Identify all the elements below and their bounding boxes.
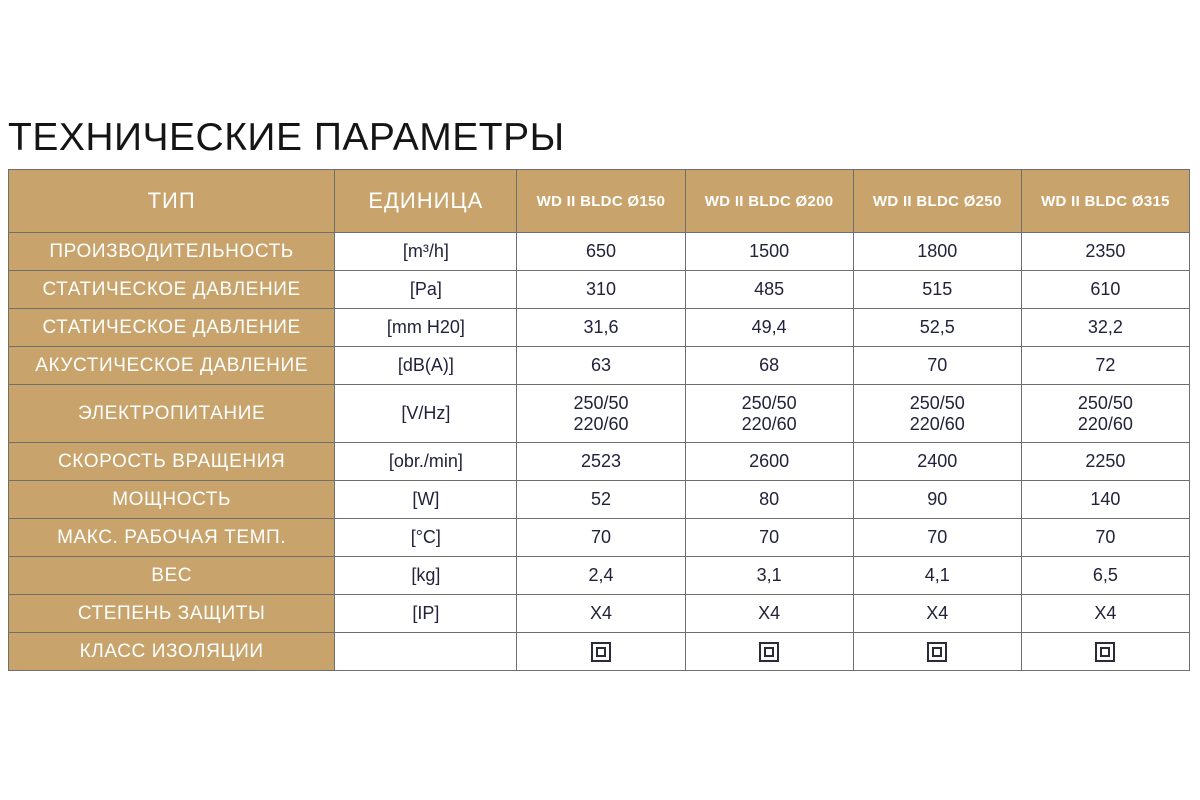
table-row <box>9 633 1190 671</box>
row-label: ЭЛЕКТРОПИТАНИЕ <box>9 385 335 443</box>
row-value: 2,4 <box>517 557 685 595</box>
table-row <box>9 271 1190 309</box>
table-row <box>9 385 1190 443</box>
row-value: 1800 <box>853 233 1021 271</box>
row-unit: [obr./min] <box>335 443 517 481</box>
row-value: 2600 <box>685 443 853 481</box>
row-label: СТАТИЧЕСКОЕ ДАВЛЕНИЕ <box>9 309 335 347</box>
row-value: 6,5 <box>1021 557 1189 595</box>
value-line-1: 250/50 <box>573 392 629 413</box>
header-unit: ЕДИНИЦА <box>335 170 517 233</box>
row-value: 70 <box>1021 519 1189 557</box>
table-row <box>9 519 1190 557</box>
row-value: 70 <box>853 347 1021 385</box>
row-unit: [Pa] <box>335 271 517 309</box>
header-model-200: WD II BLDC Ø200 <box>685 170 853 233</box>
row-value: 68 <box>685 347 853 385</box>
row-label: МАКС. РАБОЧАЯ ТЕМП. <box>9 519 335 557</box>
row-value: 70 <box>517 519 685 557</box>
row-value: 140 <box>1021 481 1189 519</box>
table-row <box>9 309 1190 347</box>
row-label: МОЩНОСТЬ <box>9 481 335 519</box>
row-value <box>685 633 853 671</box>
row-value: 650 <box>517 233 685 271</box>
table-row <box>9 347 1190 385</box>
row-value: 90 <box>853 481 1021 519</box>
value-line-2: 220/60 <box>1077 413 1133 434</box>
row-value <box>685 385 853 443</box>
table-row <box>9 233 1190 271</box>
row-value: 485 <box>685 271 853 309</box>
page-title: ТЕХНИЧЕСКИЕ ПАРАМЕТРЫ <box>8 116 565 159</box>
row-value: X4 <box>853 595 1021 633</box>
row-value <box>517 385 685 443</box>
table-row <box>9 595 1190 633</box>
value-line-2: 220/60 <box>741 413 797 434</box>
spec-table <box>8 169 1190 671</box>
header-model-315: WD II BLDC Ø315 <box>1021 170 1189 233</box>
header-type: ТИП <box>9 170 335 233</box>
row-label: ВЕС <box>9 557 335 595</box>
row-value: X4 <box>517 595 685 633</box>
row-label: ПРОИЗВОДИТЕЛЬНОСТЬ <box>9 233 335 271</box>
table-header-row <box>9 170 1190 233</box>
row-value <box>853 633 1021 671</box>
value-line-2: 220/60 <box>573 413 629 434</box>
row-value: 2400 <box>853 443 1021 481</box>
row-label: КЛАСС ИЗОЛЯЦИИ <box>9 633 335 671</box>
row-value: 4,1 <box>853 557 1021 595</box>
row-value: 52 <box>517 481 685 519</box>
row-unit <box>335 633 517 671</box>
row-value: 70 <box>853 519 1021 557</box>
header-model-250: WD II BLDC Ø250 <box>853 170 1021 233</box>
row-value: 610 <box>1021 271 1189 309</box>
table-row <box>9 443 1190 481</box>
double-square-insulation-class-icon <box>1095 642 1115 662</box>
header-model-150: WD II BLDC Ø150 <box>517 170 685 233</box>
row-value <box>1021 385 1189 443</box>
row-value: 2250 <box>1021 443 1189 481</box>
row-value <box>517 633 685 671</box>
row-unit: [dB(A)] <box>335 347 517 385</box>
double-square-insulation-class-icon <box>591 642 611 662</box>
row-value: 515 <box>853 271 1021 309</box>
row-value: X4 <box>685 595 853 633</box>
table-row <box>9 481 1190 519</box>
row-label: СКОРОСТЬ ВРАЩЕНИЯ <box>9 443 335 481</box>
row-label: СТАТИЧЕСКОЕ ДАВЛЕНИЕ <box>9 271 335 309</box>
row-value: X4 <box>1021 595 1189 633</box>
row-value: 310 <box>517 271 685 309</box>
value-line-1: 250/50 <box>741 392 797 413</box>
row-value: 49,4 <box>685 309 853 347</box>
row-value: 2523 <box>517 443 685 481</box>
row-unit: [m³/h] <box>335 233 517 271</box>
row-value <box>1021 633 1189 671</box>
row-value: 3,1 <box>685 557 853 595</box>
row-unit: [V/Hz] <box>335 385 517 443</box>
row-value: 1500 <box>685 233 853 271</box>
row-value: 31,6 <box>517 309 685 347</box>
row-unit: [IP] <box>335 595 517 633</box>
row-value: 70 <box>685 519 853 557</box>
double-square-insulation-class-icon <box>759 642 779 662</box>
row-value: 32,2 <box>1021 309 1189 347</box>
row-value: 80 <box>685 481 853 519</box>
row-value: 72 <box>1021 347 1189 385</box>
row-label: СТЕПЕНЬ ЗАЩИТЫ <box>9 595 335 633</box>
value-line-1: 250/50 <box>909 392 965 413</box>
row-unit: [°C] <box>335 519 517 557</box>
value-line-1: 250/50 <box>1077 392 1133 413</box>
row-value: 63 <box>517 347 685 385</box>
value-line-2: 220/60 <box>909 413 965 434</box>
double-square-insulation-class-icon <box>927 642 947 662</box>
table-row <box>9 557 1190 595</box>
row-value: 2350 <box>1021 233 1189 271</box>
row-unit: [mm H20] <box>335 309 517 347</box>
row-value: 52,5 <box>853 309 1021 347</box>
row-unit: [W] <box>335 481 517 519</box>
row-value <box>853 385 1021 443</box>
row-unit: [kg] <box>335 557 517 595</box>
row-label: АКУСТИЧЕСКОЕ ДАВЛЕНИЕ <box>9 347 335 385</box>
